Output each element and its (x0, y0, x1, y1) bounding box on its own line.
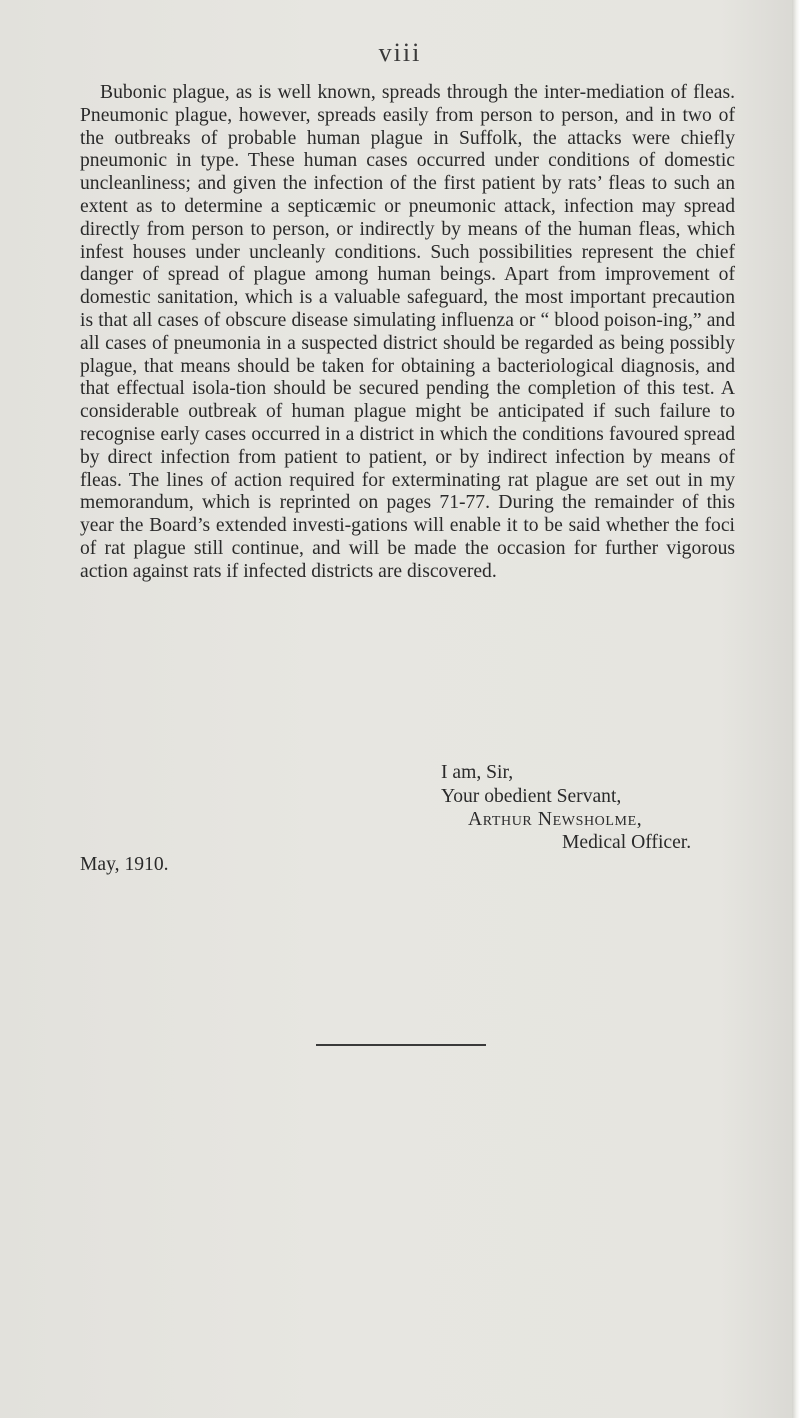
page-number: viii (378, 38, 422, 67)
section-divider (316, 1044, 486, 1046)
closing-salutation: I am, Sir, (441, 762, 514, 783)
signature-name: Arthur Newsholme, (468, 809, 643, 830)
closing-servant: Your obedient Servant, (441, 786, 622, 807)
signature-title: Medical Officer. (562, 832, 692, 853)
body-paragraph: Bubonic plague, as is well known, spreads through the inter-mediation of fleas. Pneumonic plague, however, spreads easily from person to person, and in two of the outbreaks of probable human plague in Suffolk, the attacks were chiefly pneumonic in type. These human cases occurred under conditions of domestic uncleanliness; and given the infection of the first patient by rats’ fleas to such an extent as to determine a septicæmic or pneumonic attack, infection may spread directly from person to person, or indirectly by means of the human fleas, which infest houses under uncleanly conditions. Such possibilities represent the chief danger of spread of plague among human beings. Apart from improvement of domestic sanitation, which is a valuable safeguard, the most important precaution is that all cases of obscure disease simulating influenza or “ blood poison-ing,” and all cases of pneumonia in a suspected district should be regarded as being possibly plague, that means should be taken for obtaining a bacteriological diagnosis, and that effectual isola-tion should be secured pending the completion of this test. A considerable outbreak of human plague might be anticipated if such failure to recognise early cases occurred in a district in which the conditions favoured spread by direct infection from patient to patient, or by indirect infection by means of fleas. The lines of action required for exterminating rat plague are set out in my memorandum, which is reprinted on pages 71-77. During the remainder of this year the Board’s extended investi-gations will enable it to be said whether the foci of rat plague still continue, and will be made the occasion for further vigorous action against rats if infected districts are discovered. (80, 82, 735, 582)
page-edge (792, 0, 800, 1418)
letter-date: May, 1910. (80, 854, 169, 875)
